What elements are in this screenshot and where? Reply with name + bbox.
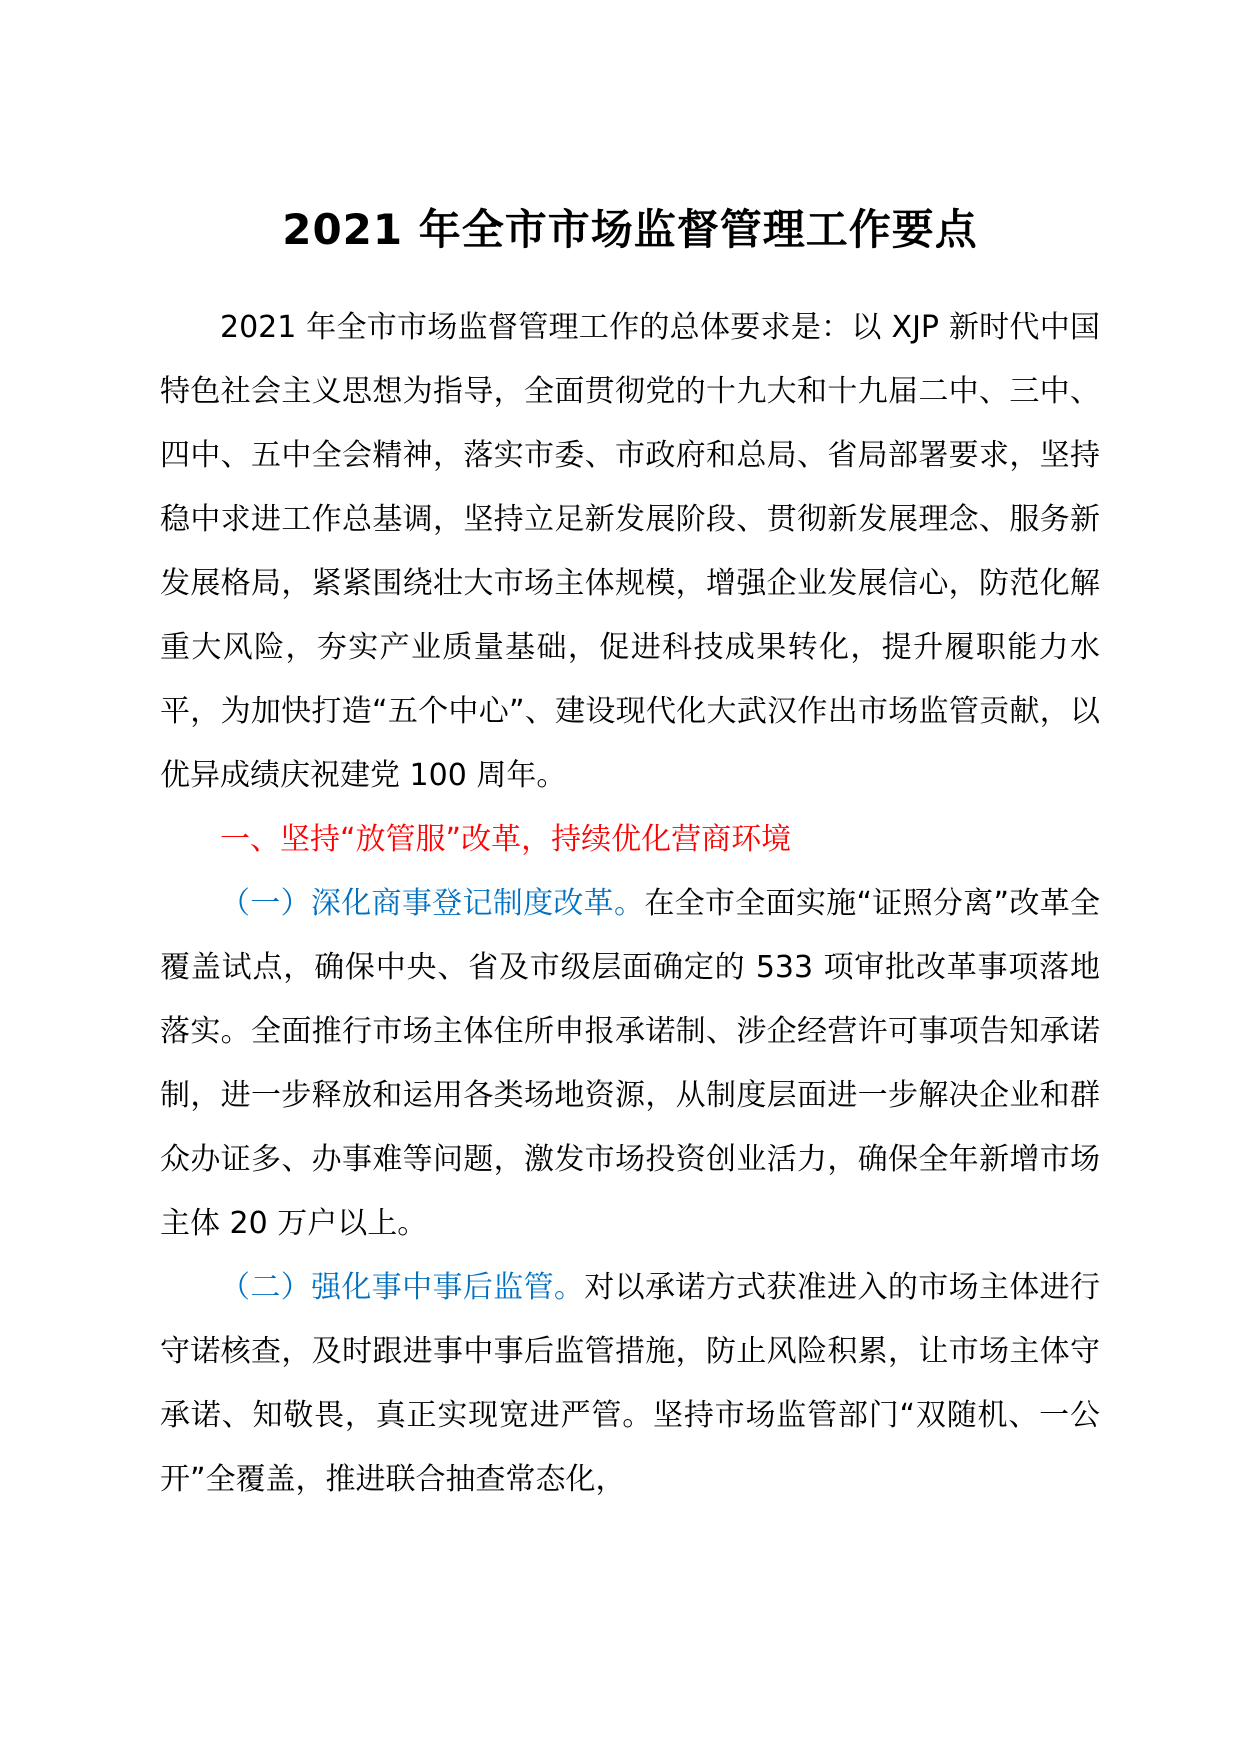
document-body: [160, 296, 1100, 1512]
section-heading-text: 一、坚持“放管服”改革，持续优化营商环境: [220, 822, 792, 857]
item-heading-1: （一）深化商事登记制度改革。: [220, 886, 645, 921]
item-paragraph-2: [160, 1256, 1100, 1512]
item-text-2: 对以承诺方式获准进入的市场主体进行守诺核查，及时跟进事中事后监管措施，防止风险积累，让市场主体守承诺、知敬畏，真正实现宽进严管。坚持市场监管部门“双随机、一公开”全覆盖，推进联合抽查常态化，: [160, 1270, 1101, 1497]
document-title: 2021 年全市市场监督管理工作要点: [282, 205, 978, 254]
item-text-1: 在全市全面实施“证照分离”改革全覆盖试点，确保中央、省及市级层面确定的 533 项审批改革事项落地落实。全面推行市场主体住所申报承诺制、涉企经营许可事项告知承诺制，进一步释放和运用各类场地资源，从制度层面进一步解决企业和群众办证多、办事难等问题，激发市场投资创业活力，确保全年新增市场主体 20 万户以上。: [160, 886, 1101, 1241]
intro-paragraph: 2021 年全市市场监督管理工作的总体要求是：以 XJP 新时代中国特色社会主义思想为指导，全面贯彻党的十九大和十九届二中、三中、四中、五中全会精神，落实市委、市政府和总局、省局部署要求，坚持稳中求进工作总基调，坚持立足新发展阶段、贯彻新发展理念、服务新发展格局，紧紧围绕壮大市场主体规模，增强企业发展信心，防范化解重大风险，夯实产业质量基础，促进科技成果转化，提升履职能力水平，为加快打造“五个中心”、建设现代化大武汉作出市场监管贡献，以优异成绩庆祝建党 100 周年。: [160, 310, 1100, 793]
item-paragraph-1: [160, 872, 1100, 1256]
item-heading-2: （二）强化事中事后监管。: [220, 1270, 585, 1305]
document-page: [160, 0, 1130, 1754]
section-heading: [160, 808, 1100, 872]
